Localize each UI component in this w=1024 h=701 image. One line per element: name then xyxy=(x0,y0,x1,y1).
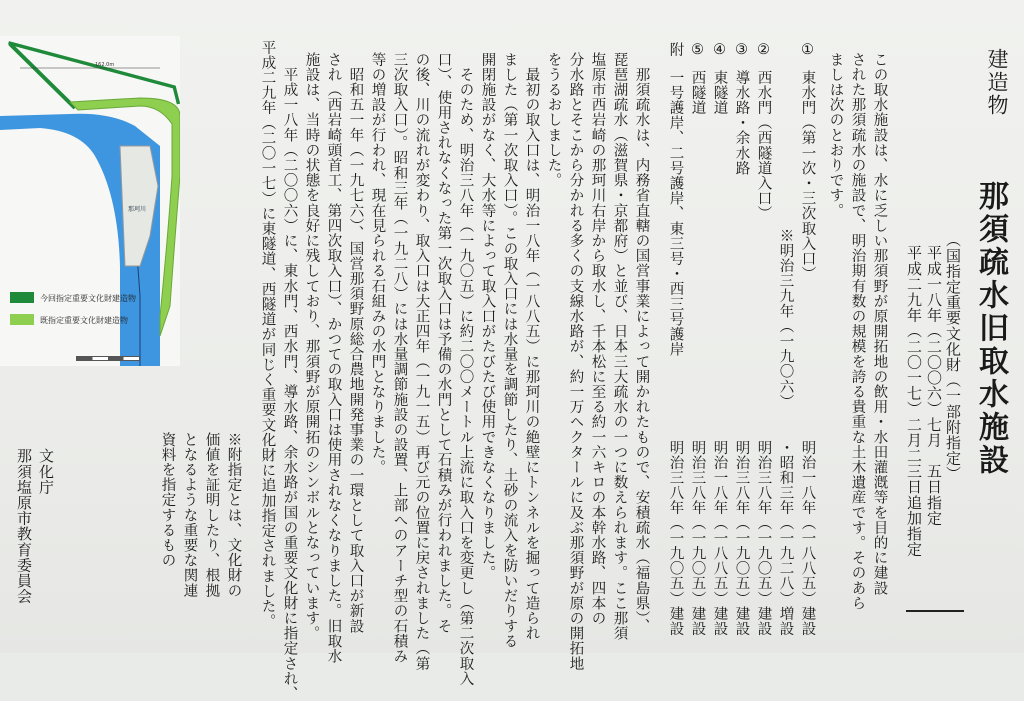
item-1-date-b: ・昭和三年（一九二八）増設 xyxy=(777,440,794,637)
legend-label-existing: 既指定重要文化財建造物 xyxy=(40,316,128,325)
item-6-date: 明治三八年（一九〇五）建設 xyxy=(667,440,684,637)
issuer-city-board: 那須塩原市教育委員会 xyxy=(15,448,33,604)
item-6-number: 附 xyxy=(667,42,684,58)
item-5-number: ⑤ xyxy=(689,42,706,59)
item-1-date-a: 明治一八年（一八八五）建設 xyxy=(799,440,816,637)
body-line: 三次取入口）。昭和三年（一九二八）には水量調節施設の設置、上部へのアーチ型の石積み xyxy=(391,52,408,664)
body-line: 最初の取入口は、明治一八年（一八八五）に那珂川の絶壁にトンネルを掘って造られ xyxy=(523,52,540,641)
river-label: 那珂川 xyxy=(128,206,147,213)
distance-label: 162.0m xyxy=(95,62,115,68)
body-line: 口）、使用されなくなった第一次取入口は予備の水門として石積みが行われました。そ xyxy=(435,52,452,634)
body-line: され（西岩崎頭首工、第四次取入口）、かつての取入口は使用されなくなりました。旧取水 xyxy=(325,52,342,664)
item-1-name: 東水門（第一次・三次取入口） xyxy=(799,70,816,282)
body-line: 分水路とそこから分かれる多くの支線水路が、約一万ヘクタールに及ぶ那須野が原の開拓地 xyxy=(567,52,584,672)
body-line: ました（第一次取入口）。この取入口には水量を調節したり、土砂の流入を防いだりする xyxy=(501,52,518,649)
item-4-name: 東隧道 xyxy=(711,70,728,116)
body-line: 開閉施設がなく、大水等によって取入口がたびたび使用できなくなりました。 xyxy=(479,52,496,581)
item-5-name: 西隧道 xyxy=(689,70,706,116)
legend-swatch-new xyxy=(10,292,34,303)
item-3-number: ③ xyxy=(733,42,750,59)
body-line: 琵琶湖疏水（滋賀県・京都府）と並び、日本三大疏水の一つに数えられます。ここ那須 xyxy=(611,52,628,641)
body-line: 塩原市西岩崎の那珂川右岸から取水し、千本松に至る約一六キロの本幹水路、四本の xyxy=(589,52,606,626)
body-line: 昭和五一年（一九七六）、国営那須野原総合農地開発事業の一環として取入口が新設 xyxy=(347,52,364,634)
item-6-name: 一号護岸、二号護岸、東三号・西三号護岸 xyxy=(667,70,684,357)
sign-title: 那須疏水旧取水施設 xyxy=(973,180,1008,477)
body-line: 等の増設が行われ、現在見られる石組みの水門となりました。 xyxy=(369,52,386,475)
item-1-number: ① xyxy=(799,42,816,59)
body-line: の後、川の流れが変わり、取入口は大正四年（一九一五）再び元の位置に戻されました（第 xyxy=(413,52,430,672)
item-2-number: ② xyxy=(755,42,772,59)
body-line: そのため、明治三八年（一九〇五）に約二〇〇メートル上流に取入口を変更し（第二次取入 xyxy=(457,52,474,687)
item-5-date: 明治三八年（一九〇五）建設 xyxy=(689,440,706,637)
issuer-agency: 文化庁 xyxy=(37,448,55,495)
item-2-name: 西水門（西隧道入口） xyxy=(755,70,772,221)
body-line: をうるおしました。 xyxy=(545,52,562,188)
item-2-date: 明治三八年（一九〇五）建設 xyxy=(755,440,772,637)
body-line: 平成一八年（二〇〇六）に、東水門、西水門、導水路、余水路が国の重要文化財に指定され、 xyxy=(281,52,298,701)
intro-line-3: ましは次のとおりです。 xyxy=(827,52,844,219)
body-line: 平成二九年（二〇一七）に東隧道、西隧道が同じく重要文化財に追加指定されました。 xyxy=(259,40,276,629)
note-line: 価値を証明したり、根拠 xyxy=(203,432,220,599)
designation-text: （国指定重要文化財（一部附指定） xyxy=(944,232,962,482)
category-label: 建造物 xyxy=(985,48,1009,117)
legend-swatch-existing xyxy=(10,314,34,325)
legend-label-new: 今回指定重要文化財建造物 xyxy=(40,294,136,303)
intro-line-1: この取水施設は、水に乏しい那須野が原開拓地の飲用・水田灌漑等を目的に建設 xyxy=(871,52,888,596)
item-3-name: 導水路・余水路 xyxy=(733,70,750,176)
intro-line-2: された那須疏水の施設で、明治期有数の規模を誇る貴重な土木遺産です。そのあら xyxy=(849,52,866,611)
designation-date-1: 平成一八年（二〇〇六）七月 五日指定 xyxy=(925,245,943,526)
body-line: 施設は、当時の状態を良好に残しており、那須野が原開拓のシンボルとなっています。 xyxy=(303,52,320,641)
item-4-date: 明治一八年（一八八五）建設 xyxy=(711,440,728,637)
map-scale-bar xyxy=(76,356,140,361)
item-3-date: 明治三八年（一九〇五）建設 xyxy=(733,440,750,637)
note-line: となるような重要な関連 xyxy=(181,432,198,599)
item-4-number: ④ xyxy=(711,42,728,59)
item-1-note: ※明治三九年（一九〇六） xyxy=(777,228,794,410)
note-line: ※附指定とは、文化財の xyxy=(225,432,242,599)
designation-date-2: 平成二九年（二〇一七）二月二三日追加指定 xyxy=(905,245,923,557)
body-line: 那須疏水は、内務省直轄の国営事業によって開かれたもので、安積疏水（福島県）、 xyxy=(633,52,650,634)
note-line: 資料を指定するもの xyxy=(159,432,176,568)
